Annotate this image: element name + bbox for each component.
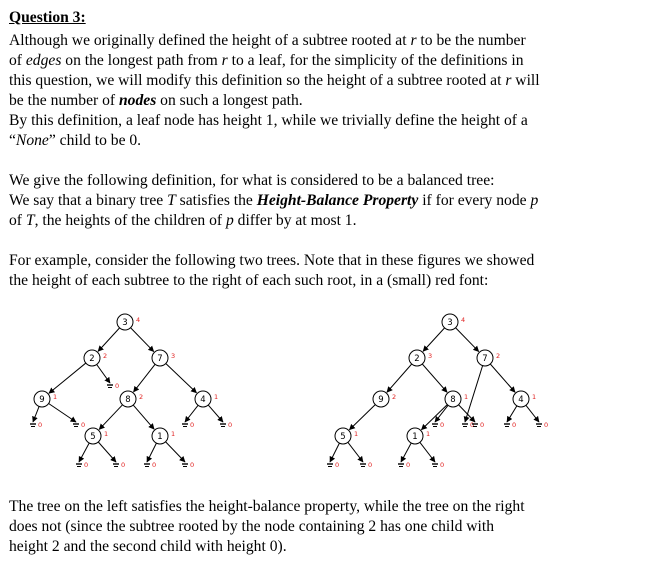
node-key: 7 <box>482 354 488 365</box>
node-height-label: 1 <box>354 430 359 438</box>
none-height-label: 0 <box>368 461 373 469</box>
text-line: For example, consider the following two trees. Note that in these figures we showed <box>9 252 535 269</box>
node-key: 3 <box>122 318 128 329</box>
none-child-edge <box>348 442 363 462</box>
text-line: We give the following definition, for what is considered to be a balanced tree: <box>9 172 495 189</box>
none-child-edge <box>435 405 448 422</box>
tree-edge <box>134 364 156 392</box>
text-line: By this definition, a leaf node has height 1, while we trivially define the height of a <box>9 112 528 129</box>
italic-term: edges <box>25 52 62 69</box>
none-child-edge <box>507 406 517 422</box>
none-child-edge <box>420 442 435 462</box>
tree-edge <box>349 405 375 430</box>
node-key: 1 <box>412 432 418 443</box>
none-child-edge <box>330 443 339 462</box>
text-line: this question, we will modify this definition so the height of a subtree rooted at r will <box>9 72 540 89</box>
node-height-label: 1 <box>104 430 109 438</box>
text-line: The tree on the left satisfies the height-balance property, while the tree on the right <box>9 498 525 515</box>
node-height-label: 1 <box>464 393 469 401</box>
text-line: Although we originally defined the height of a subtree rooted at r to be the number <box>9 32 526 49</box>
none-child-edge <box>97 364 110 383</box>
node-height-label: 2 <box>496 352 501 360</box>
none-height-label: 0 <box>470 421 475 429</box>
italic-term: r <box>410 32 417 49</box>
tree-edge <box>98 328 120 351</box>
none-height-label: 0 <box>81 421 86 429</box>
none-child-edge <box>401 443 411 462</box>
node-key: 8 <box>450 395 456 406</box>
tree-edge <box>133 405 154 429</box>
text-line: the height of each subtree to the right of each such root, in a (small) red font: <box>9 272 489 289</box>
none-child-edge <box>98 442 116 462</box>
tree-edge <box>166 364 197 393</box>
none-height-label: 0 <box>440 421 445 429</box>
none-child-edge <box>147 443 156 462</box>
left-tree <box>30 314 232 469</box>
node-key: 5 <box>90 432 96 443</box>
none-height-label: 0 <box>84 461 89 469</box>
italic-term: None <box>15 132 49 149</box>
tree-edge <box>49 363 86 393</box>
node-key: 4 <box>518 395 524 406</box>
example-intro-paragraph <box>9 251 641 291</box>
tree-edge <box>387 364 412 392</box>
node-key: 5 <box>340 432 346 443</box>
question-title: Question 3: <box>9 9 86 26</box>
node-key: 2 <box>414 354 420 365</box>
right-tree <box>327 314 548 469</box>
node-key: 7 <box>157 354 163 365</box>
tree-edge <box>490 364 515 392</box>
text-line: height 2 and the second child with height 0). <box>9 538 287 555</box>
none-height-label: 0 <box>406 461 411 469</box>
none-height-label: 0 <box>152 461 157 469</box>
node-height-label: 1 <box>171 430 176 438</box>
none-height-label: 0 <box>512 421 517 429</box>
example-trees-figure <box>0 300 647 475</box>
none-height-label: 0 <box>544 421 549 429</box>
node-key: 2 <box>89 354 95 365</box>
text-line: does not (since the subtree rooted by the node containing 2 has one child with <box>9 518 495 535</box>
none-child-edge <box>33 406 39 422</box>
none-child-edge <box>185 405 198 422</box>
node-height-label: 2 <box>392 393 397 401</box>
text-line: We say that a binary tree T satisfies the Height-Balance Property if for every node p <box>9 192 539 209</box>
none-height-label: 0 <box>115 382 120 390</box>
bold-italic-term: nodes <box>119 92 157 109</box>
conclusion-paragraph <box>9 497 641 557</box>
node-key: 3 <box>447 318 453 329</box>
node-height-label: 2 <box>139 393 144 401</box>
none-height-label: 0 <box>190 421 195 429</box>
none-height-label: 0 <box>190 461 195 469</box>
tree-edge <box>422 364 447 392</box>
text-line: “None” child to be 0. <box>9 132 142 149</box>
text-line: of edges on the longest path from r to a leaf, for the simplicity of the definitions in <box>9 52 524 69</box>
node-height-label: 3 <box>428 352 433 360</box>
node-height-label: 4 <box>136 316 141 324</box>
none-child-edge <box>79 443 89 462</box>
node-height-label: 1 <box>532 393 537 401</box>
italic-term: p <box>225 212 234 229</box>
balance-definition-paragraph <box>9 171 641 231</box>
text-line: of T, the heights of the children of p differ by at most 1. <box>9 212 357 229</box>
italic-term: p <box>530 192 539 209</box>
node-height-label: 4 <box>461 316 466 324</box>
node-height-label: 1 <box>426 430 431 438</box>
none-child-edge <box>49 403 76 422</box>
none-child-edge <box>166 442 185 462</box>
none-child-edge <box>459 405 475 422</box>
node-height-label: 1 <box>53 393 58 401</box>
none-height-label: 0 <box>480 421 485 429</box>
none-child-edge <box>526 405 539 422</box>
node-key: 9 <box>378 395 384 406</box>
node-key: 1 <box>157 432 163 443</box>
italic-term: T <box>167 192 176 209</box>
text-line: be the number of nodes on such a longest path. <box>9 92 303 109</box>
tree-edge <box>131 328 154 352</box>
none-height-label: 0 <box>335 461 340 469</box>
tree-edge <box>456 328 479 352</box>
none-height-label: 0 <box>228 421 233 429</box>
node-height-label: 2 <box>103 352 108 360</box>
node-height-label: 3 <box>171 352 176 360</box>
italic-term: r <box>505 72 512 89</box>
none-child-edge <box>208 405 223 422</box>
none-height-label: 0 <box>440 461 445 469</box>
node-key: 4 <box>200 395 206 406</box>
none-height-label: 0 <box>121 461 126 469</box>
italic-term: T <box>25 212 35 229</box>
bold-italic-term: Height-Balance Property <box>256 192 419 209</box>
italic-term: r <box>221 52 228 69</box>
tree-edge <box>423 328 445 351</box>
definition-paragraph <box>9 31 641 151</box>
node-key: 9 <box>39 395 45 406</box>
tree-edge <box>99 405 122 430</box>
node-height-label: 1 <box>214 393 219 401</box>
node-key: 8 <box>125 395 131 406</box>
none-height-label: 0 <box>38 421 43 429</box>
